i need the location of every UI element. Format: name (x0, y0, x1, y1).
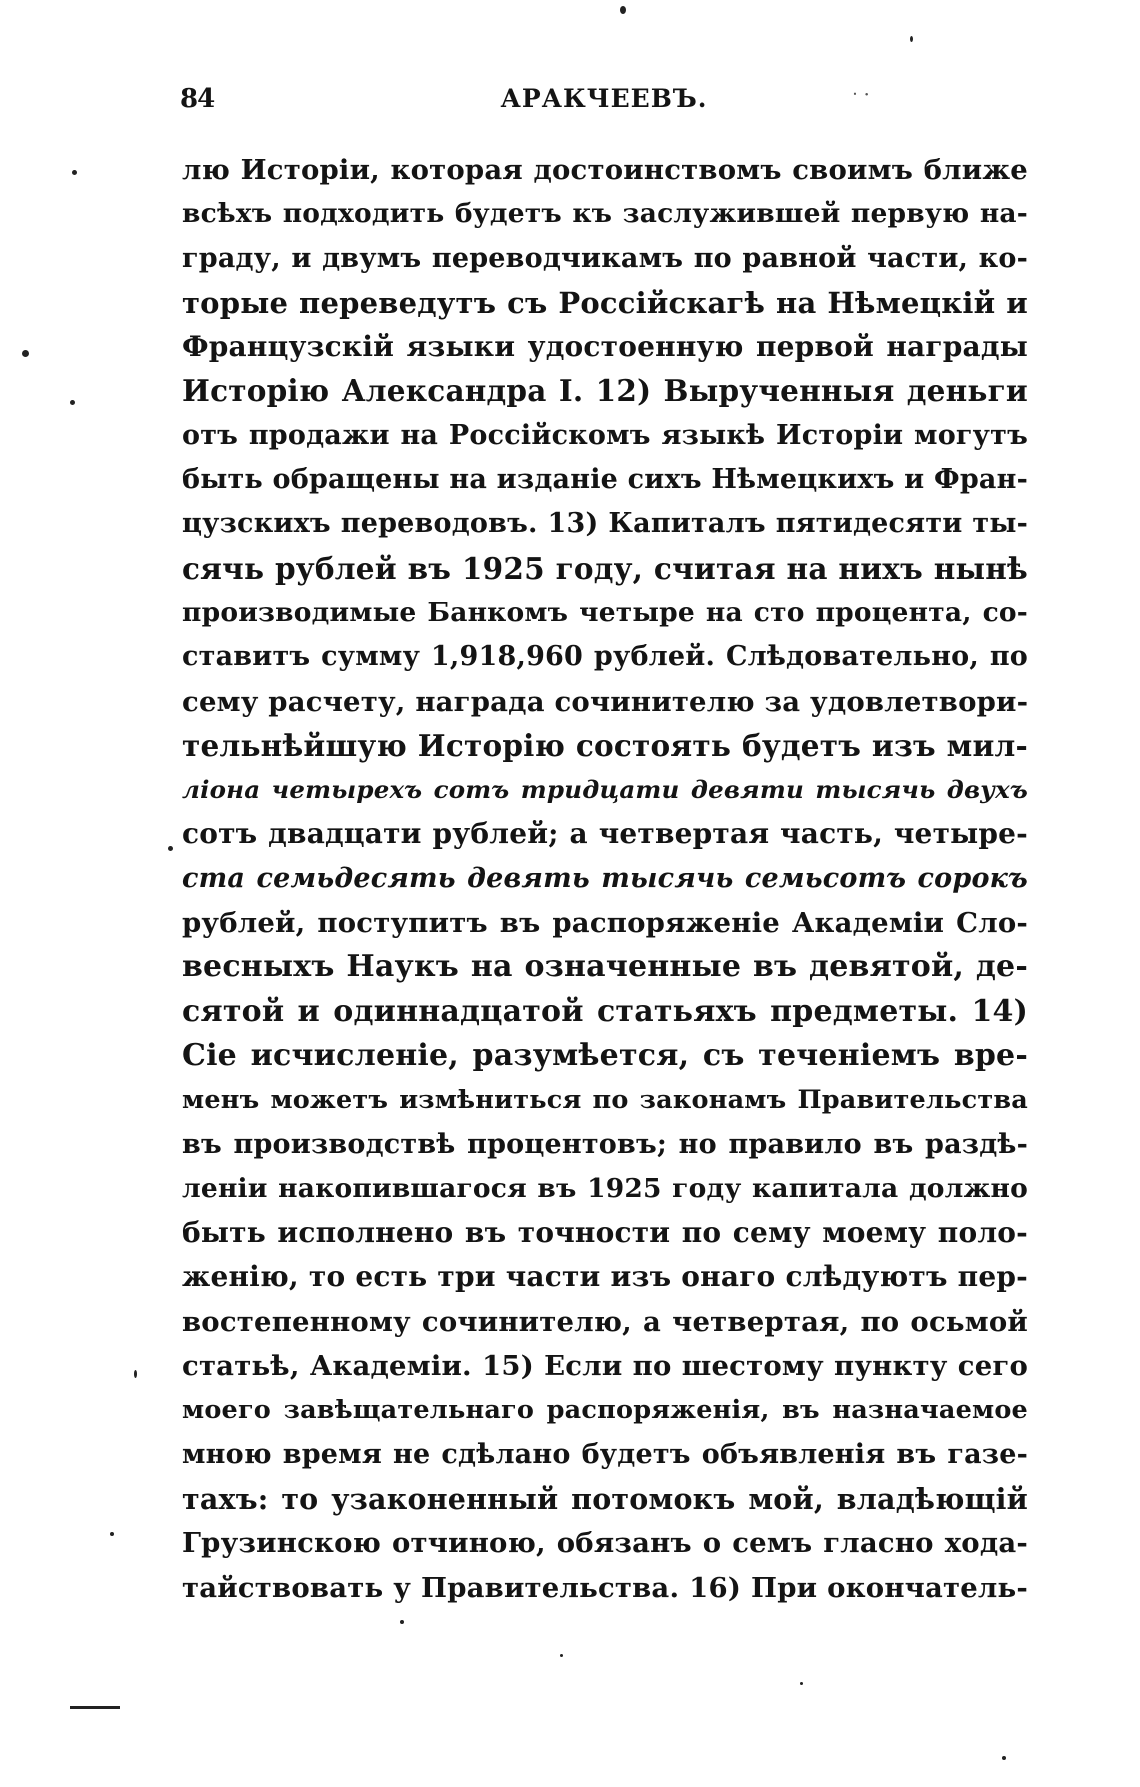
text-line: моего завѣщательнаго распоряженія, въ назначаемое (182, 1395, 1028, 1426)
text-line: статьѣ, Академіи. 15) Если по шестому пункту сего (182, 1350, 1028, 1383)
text-line: сячь рублей въ 1925 году, считая на нихъ нынѣ (182, 550, 1028, 586)
text-line: производимые Банкомъ четыре на сто процента, со- (182, 596, 1028, 628)
text-line: рублей, поступитъ въ распоряженіе Академіи Сло- (182, 907, 1028, 940)
text-line: всѣхъ подходить будетъ къ заслужившей первую на- (182, 198, 1028, 230)
scan-speck (560, 1654, 563, 1657)
scan-speck (620, 6, 626, 14)
running-title: АРАКЧЕЕВЪ. (500, 84, 708, 113)
text-line: женію, то есть три части изъ онаго слѣдуютъ пер- (182, 1260, 1028, 1294)
text-line: ставитъ сумму 1,918,960 рублей. Слѣдовательно, по (182, 641, 1028, 673)
text-line: сему расчету, награда сочинителю за удовлетвори- (182, 685, 1028, 718)
text-line: лю Исторіи, которая достоинствомъ своимъ ближе (182, 154, 1028, 186)
text-line: Грузинскою отчиною, обязанъ о семъ гласно хода- (182, 1527, 1028, 1560)
page-number: 84 (180, 84, 215, 114)
scan-speck (400, 1620, 404, 1624)
text-line: весныхъ Наукъ на означенные въ девятой, де- (182, 949, 1028, 985)
scan-speck (22, 350, 29, 357)
bottom-margin-rule (70, 1706, 120, 1709)
text-line: торые переведутъ съ Россійскагѣ на Нѣмецкій и (182, 285, 1028, 320)
text-line: тельнѣйшую Исторію состоять будетъ изъ мил- (182, 727, 1028, 763)
text-line: леніи накопившагося въ 1925 году капитала должно (182, 1172, 1028, 1204)
text-line: сятой и одиннадцатой статьяхъ предметы. 14) (182, 993, 1028, 1029)
text-line: тайствовать у Правительства. 16) При окончатель- (182, 1571, 1028, 1604)
text-line: цузскихъ переводовъ. 13) Капиталъ пятидесяти ты- (182, 508, 1028, 540)
text-line-italic: ліона четырехъ сотъ тридцати девяти тысячь двухъ (182, 775, 1028, 805)
text-line: быть исполнено въ точности по сему моему поло- (182, 1216, 1028, 1250)
text-line: менъ можетъ измѣниться по законамъ Правительства (182, 1085, 1028, 1116)
text-line: въ производствѣ процентовъ; но правило въ раздѣ- (182, 1128, 1028, 1160)
text-line: быть обращены на изданіе сихъ Нѣмецкихъ и Фран- (182, 464, 1028, 496)
text-line: граду, и двумъ переводчикамъ по равной части, ко- (182, 242, 1028, 274)
scan-speck (800, 1682, 803, 1685)
body-text (182, 148, 1028, 1610)
text-line-italic: ста семьдесять девять тысячь семьсотъ сорокъ (182, 862, 1028, 894)
scan-speck (910, 36, 913, 42)
scan-speck (72, 170, 77, 175)
text-line: Французскій языки удостоенную первой награды (182, 330, 1028, 364)
scan-speck (168, 846, 173, 851)
page-header (180, 82, 1028, 122)
text-line: мною время не сдѣлано будетъ объявленія въ газе- (182, 1438, 1028, 1470)
text-line: востепенному сочинителю, а четвертая, по осьмой (182, 1305, 1028, 1338)
stray-mark: ᐧ · (852, 82, 870, 106)
scan-speck (134, 1370, 137, 1378)
scan-speck (110, 1532, 114, 1536)
text-line: Исторію Александра I. 12) Вырученныя деньги (182, 373, 1028, 409)
text-line: Сіе исчисленіе, разумѣется, съ теченіемъ вре- (182, 1037, 1028, 1073)
text-line: отъ продажи на Россійскомъ языкѣ Исторіи могутъ (182, 419, 1028, 451)
scan-speck (70, 400, 75, 405)
scan-speck (1002, 1756, 1006, 1760)
text-line: сотъ двадцати рублей; а четвертая часть, четыре- (182, 817, 1028, 851)
text-line: тахъ: то узаконенный потомокъ мой, владѣющій (182, 1481, 1028, 1516)
